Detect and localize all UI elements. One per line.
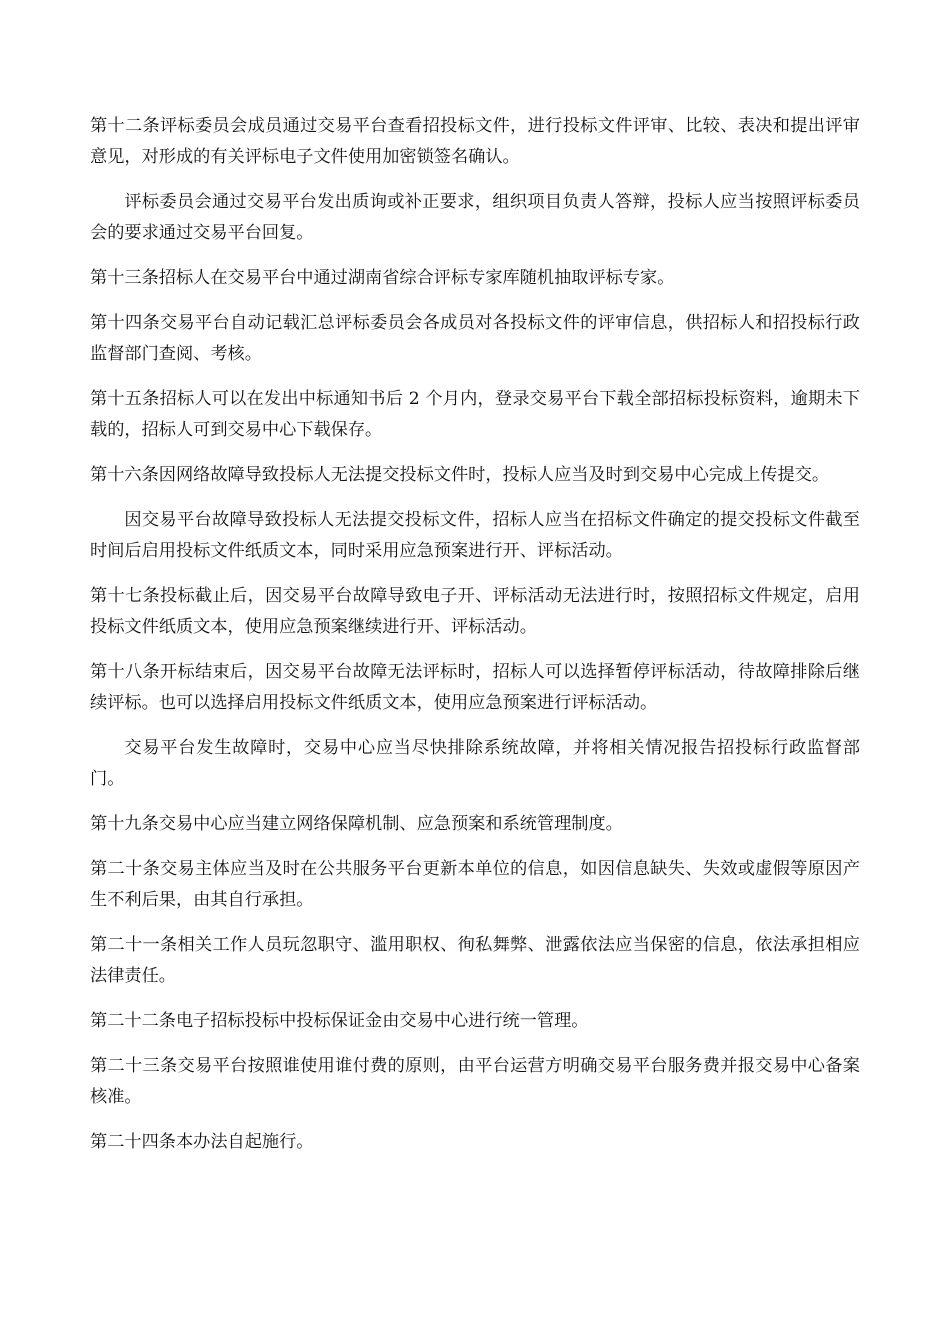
article-18: 第十八条开标结束后，因交易平台故障无法评标时，招标人可以选择暂停评标活动，待故障排除后继续评标。也可以选择启用投标文件纸质文本，使用应急预案进行评标活动。 (90, 662, 860, 713)
article-24: 第二十四条本办法自起施行。 (90, 1132, 314, 1152)
article-12: 第十二条评标委员会成员通过交易平台查看招投标文件，进行投标文件评审、比较、表决和提出评审意见，对形成的有关评标电子文件使用加密锁签名确认。 (90, 116, 860, 167)
document-page (90, 111, 860, 1172)
article-20: 第二十条交易主体应当及时在公共服务平台更新本单位的信息，如因信息缺失、失效或虚假等原因产生不利后果，由其自行承担。 (90, 859, 860, 910)
article-19: 第十九条交易中心应当建立网络保障机制、应急预案和系统管理制度。 (90, 814, 623, 834)
article-17: 第十七条投标截止后，因交易平台故障导致电子开、评标活动无法进行时，按照招标文件规定，启用投标文件纸质文本，使用应急预案继续进行开、评标活动。 (90, 586, 860, 637)
article-18-paragraph-2: 交易平台发生故障时，交易中心应当尽快排除系统故障，并将相关情况报告招投标行政监督部门。 (90, 738, 860, 789)
article-16: 第十六条因网络故障导致投标人无法提交投标文件时，投标人应当及时到交易中心完成上传提交。 (90, 465, 830, 485)
article-12-paragraph-2: 评标委员会通过交易平台发出质询或补正要求，组织项目负责人答辩，投标人应当按照评标委员会的要求通过交易平台回复。 (90, 192, 860, 243)
article-21: 第二十一条相关工作人员玩忽职守、滥用职权、徇私舞弊、泄露依法应当保密的信息，依法承担相应法律责任。 (90, 935, 860, 986)
article-16-paragraph-2: 因交易平台故障导致投标人无法提交投标文件，招标人应当在招标文件确定的提交投标文件截至时间后启用投标文件纸质文本，同时采用应急预案进行开、评标活动。 (90, 510, 860, 561)
article-13: 第十三条招标人在交易平台中通过湖南省综合评标专家库随机抽取评标专家。 (90, 268, 675, 288)
article-15: 第十五条招标人可以在发出中标通知书后 2 个月内，登录交易平台下载全部招标投标资料，逾期未下载的，招标人可到交易中心下载保存。 (90, 389, 860, 440)
article-22: 第二十二条电子招标投标中投标保证金由交易中心进行统一管理。 (90, 1011, 589, 1031)
article-23: 第二十三条交易平台按照谁使用谁付费的原则，由平台运营方明确交易平台服务费并报交易中心备案核准。 (90, 1056, 860, 1107)
article-14: 第十四条交易平台自动记载汇总评标委员会各成员对各投标文件的评审信息，供招标人和招投标行政监督部门查阅、考核。 (90, 313, 860, 364)
